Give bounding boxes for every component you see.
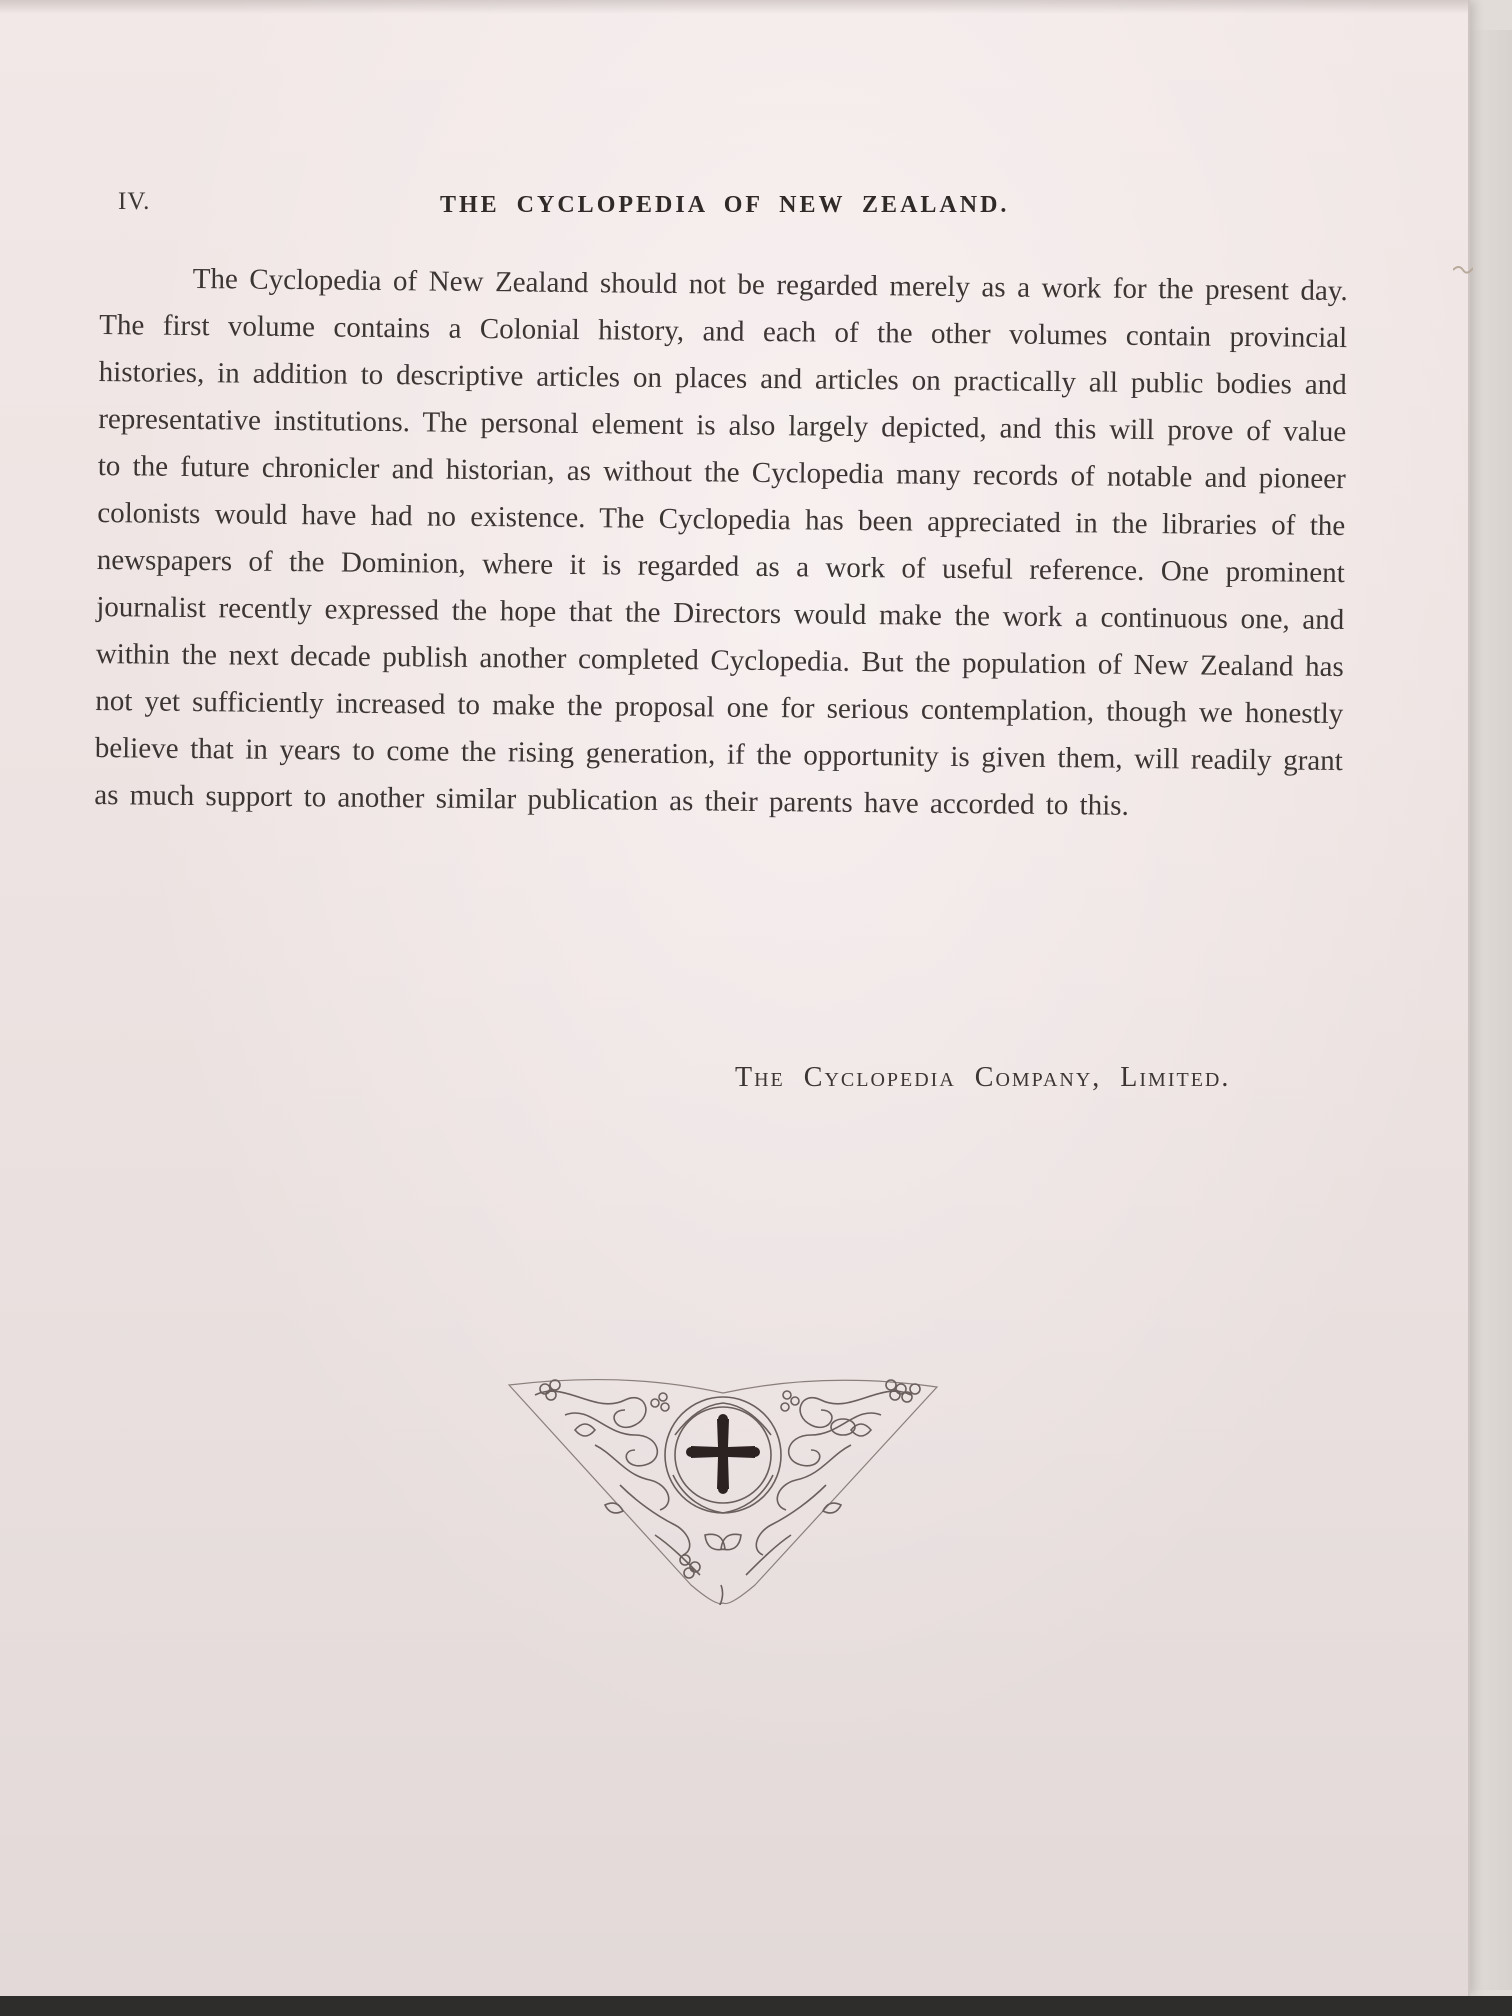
running-head: THE CYCLOPEDIA OF NEW ZEALAND. — [440, 192, 1010, 218]
book-cover-edge — [0, 1996, 1512, 2016]
body-paragraph: The Cyclopedia of New Zealand should not be regarded merely as a work for the present day. The first volume contains a Colonial history, and each of the other volumes contain provincial histories, in addition to descriptive articles on places and articles on practically all public bodies and representative institutions. The personal element is also largely depicted, and this will prove of value to the future chronicler and historian, as without the Cyclopedia many records of notable and pioneer colonists would have had no existence. The Cyclopedia has been appreciated in the libraries of the newspapers of the Dominion, where it is regarded as a work of useful reference. One prominent journalist recently expressed the hope that the Directors would make the work a continuous one, and within the next decade publish another completed Cyclopedia. But the population of New Zealand has not yet sufficiently increased to make the proposal one for serious contemplation, though we honestly believe that in years to come the rising generation, if the opportunity is given them, will readily grant as much support to another similar publication as their parents have accorded to this. — [94, 262, 1348, 822]
page-top-shadow — [0, 0, 1468, 14]
binding-thread — [1453, 262, 1473, 278]
page-number: IV. — [118, 188, 151, 215]
body-text — [94, 255, 1348, 822]
signature-text: The Cyclopedia Company, Limited. — [735, 1062, 1231, 1093]
publisher-signature — [735, 1062, 1230, 1094]
cross-vignette-icon — [505, 1375, 941, 1605]
